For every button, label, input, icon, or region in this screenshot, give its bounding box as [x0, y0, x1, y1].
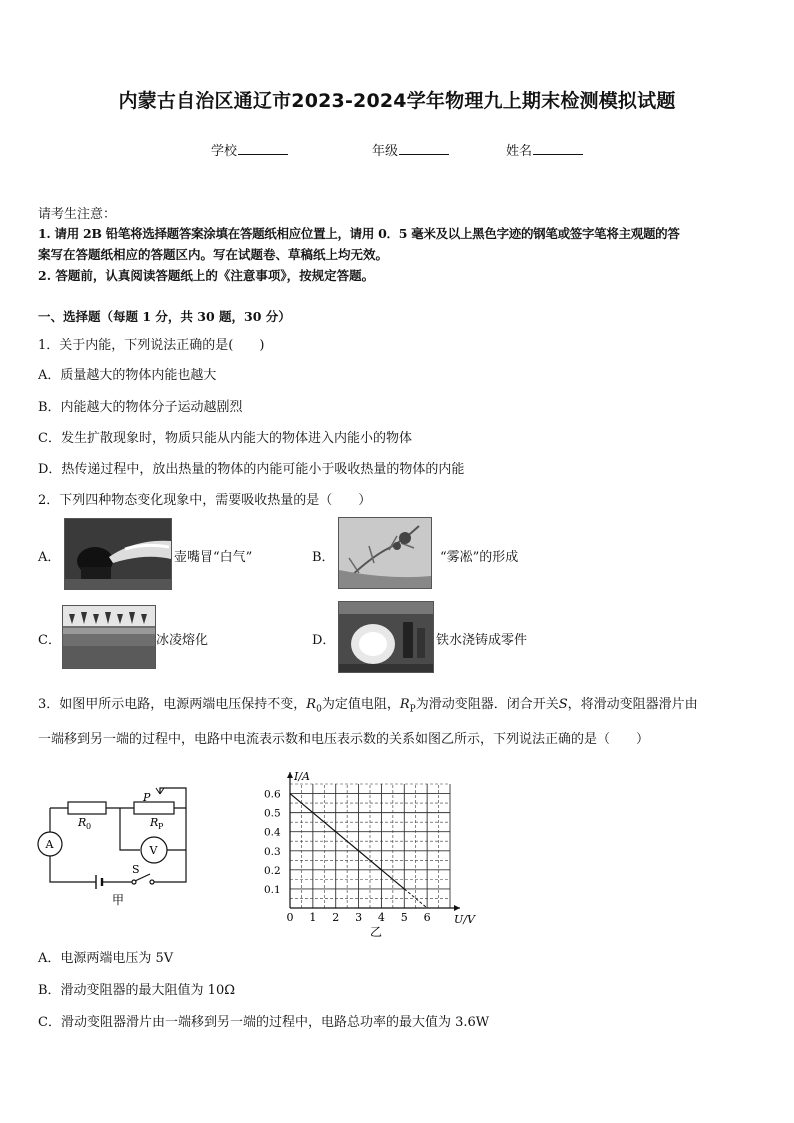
x-tick-label: 6: [423, 911, 431, 924]
q1-option-d[interactable]: D．热传递过程中，放出热量的物体的内能可能小于吸收热量的物体的内能: [38, 462, 465, 477]
name-blank[interactable]: [533, 142, 583, 155]
q3-stem-line1: [38, 693, 698, 715]
y-tick-label: 0.4: [264, 826, 281, 839]
graph-grid: [290, 784, 450, 908]
wire-bottom-left: [50, 856, 96, 882]
section-heading: 一、选择题（每题 1 分，共 30 题，30 分）: [38, 309, 291, 324]
q3-option-a[interactable]: A．电源两端电压为 5V: [38, 951, 174, 966]
x-tick-label: 1: [309, 911, 317, 924]
grade-field[interactable]: [372, 140, 449, 159]
y-axis-arrow: [287, 772, 293, 778]
q2-option-b-letter[interactable]: B．: [312, 550, 335, 565]
q1-option-b[interactable]: B．内能越大的物体分子运动越剧烈: [38, 400, 243, 415]
switch-label: S: [132, 863, 140, 876]
q2-option-c-letter[interactable]: C．: [38, 633, 61, 648]
grade-blank[interactable]: [399, 142, 449, 155]
q3-stem-part4: ，将滑动变阻器滑片由: [567, 697, 698, 712]
q1-option-c[interactable]: C．发生扩散现象时，物质只能从内能大的物体进入内能小的物体: [38, 431, 412, 446]
wire-bottom-right: [154, 876, 186, 882]
kettle-steam-photo: [64, 518, 172, 590]
q2-stem: 2．下列四种物态变化现象中，需要吸收热量的是（ ）: [38, 493, 372, 508]
notice-item2: 2. 答题前，认真阅读答题纸上的《注意事项》，按规定答题。: [38, 268, 375, 283]
q3-stem-line2: 一端移到另一端的过程中，电路中电流表示数和电压表示数的关系如图乙所示，下列说法正确的是（ ）: [38, 732, 650, 747]
q1-stem: 1．关于内能，下列说法正确的是( ): [38, 338, 265, 353]
switch-symbol: S: [558, 697, 568, 712]
ice-melting-photo: [62, 605, 156, 669]
circuit-diagram: [34, 782, 214, 908]
q2-option-c-text: 冰凌熔化: [156, 633, 209, 648]
q2-option-a-letter[interactable]: A．: [38, 550, 61, 565]
r0-symbol: [306, 697, 322, 715]
notice-heading: 请考生注意：: [38, 207, 117, 222]
y-tick-label: 0.1: [264, 883, 281, 896]
notice-item1-line2: 案写在答题纸相应的答题区内。写在试题卷、草稿纸上均无效。: [38, 247, 389, 262]
y-axis-label: I/A: [294, 770, 310, 783]
q3-stem-part1: 3．如图甲所示电路，电源两端电压保持不变，: [38, 697, 307, 712]
q1-option-a[interactable]: A．质量越大的物体内能也越大: [38, 368, 217, 383]
r0-label-sub: 0: [86, 822, 92, 831]
slider-wire: [160, 788, 186, 808]
circuit-caption: 甲: [112, 893, 125, 907]
x-tick-label: 5: [400, 911, 408, 924]
q2-option-d-text: 铁水浇铸成零件: [436, 633, 528, 648]
school-blank[interactable]: [238, 142, 288, 155]
voltmeter-label: V: [149, 844, 158, 857]
x-tick-label: 0: [286, 911, 294, 924]
ammeter-label: A: [45, 838, 54, 851]
page-title: 内蒙古自治区通辽市2023-2024学年物理九上期末检测模拟试题: [118, 90, 676, 112]
x-tick-label: 2: [332, 911, 340, 924]
school-field[interactable]: [211, 140, 288, 159]
q2-option-d-letter[interactable]: D．: [312, 633, 336, 648]
iu-graph: [262, 756, 492, 938]
x-tick-label: 3: [355, 911, 363, 924]
rp-symbol: [399, 697, 416, 715]
name-field[interactable]: [506, 140, 583, 159]
notice-item1-line1: 1. 请用 2B 铅笔将选择题答案涂填在答题纸相应位置上，请用 0．5 毫米及以上黑色字迹的钢笔或签字笔将主观题的答: [38, 226, 680, 241]
y-tick-label: 0.5: [264, 807, 281, 820]
switch-contact-right: [150, 880, 154, 884]
rp-resistor: [134, 802, 174, 814]
r0-label: R: [78, 816, 87, 829]
q3-stem-part2: 为定值电阻，: [321, 697, 400, 712]
y-tick-label: 0.6: [264, 788, 281, 801]
graph-caption: 乙: [370, 925, 383, 938]
x-tick-label: 4: [377, 911, 385, 924]
rp-label: R: [150, 816, 159, 829]
y-tick-label: 0.3: [264, 845, 281, 858]
rime-photo: [338, 517, 432, 589]
rp-letter: R: [399, 697, 410, 712]
r0-letter: R: [306, 697, 317, 712]
school-label: 学校: [211, 144, 238, 159]
name-label: 姓名: [506, 144, 533, 159]
rp-subscript: P: [409, 704, 416, 715]
q2-option-b-text: “雾凇”的形成: [440, 550, 519, 565]
x-axis-label: U/V: [454, 913, 475, 926]
r0-subscript: 0: [316, 704, 322, 715]
r0-resistor: [68, 802, 106, 814]
slider-label: P: [143, 791, 151, 804]
q3-option-b[interactable]: B．滑动变阻器的最大阻值为 10Ω: [38, 983, 236, 998]
rp-label-sub: P: [158, 822, 164, 831]
molten-iron-photo: [338, 601, 434, 673]
y-tick-label: 0.2: [264, 864, 281, 877]
grade-label: 年级: [372, 144, 399, 159]
q3-option-c[interactable]: C．滑动变阻器滑片由一端移到另一端的过程中，电路总功率的最大值为 3.6W: [38, 1015, 490, 1030]
q3-stem-part3: 为滑动变阻器．闭合开关: [415, 697, 559, 712]
x-axis-arrow: [454, 905, 460, 911]
q2-option-a-text: 壶嘴冒“白气”: [174, 550, 253, 565]
